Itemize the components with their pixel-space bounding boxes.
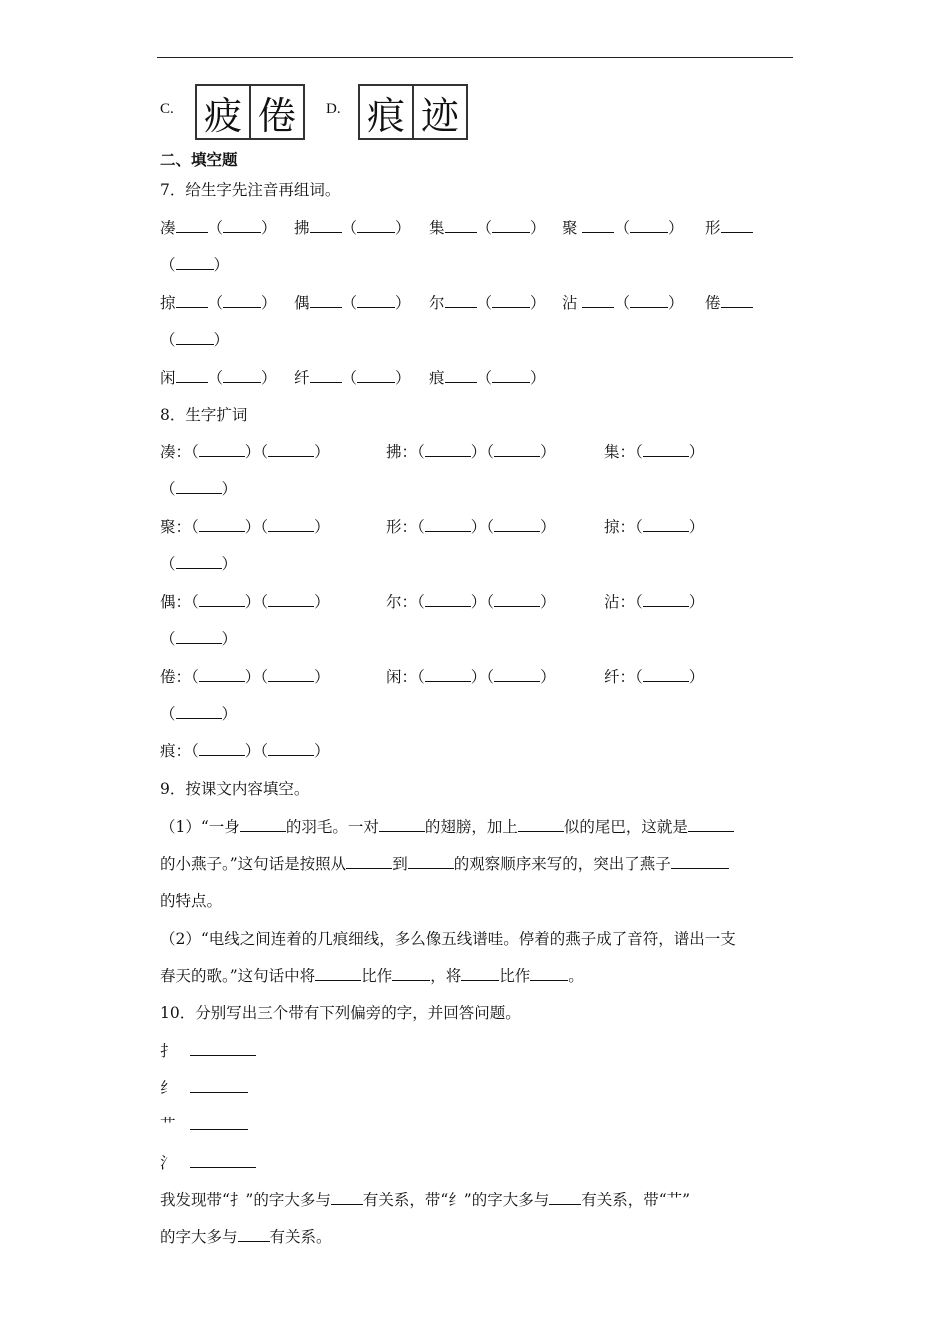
- q8-title: 8．生字扩词: [160, 406, 248, 424]
- q9-part2-line2: 春天的歌。”这句话中将 比作 ，将 比作 。: [160, 967, 584, 985]
- q8-item: 凑：（ ）（ ）: [160, 443, 330, 461]
- q7-item: 凑 （ ）: [160, 219, 277, 237]
- option-d-image: [358, 84, 468, 140]
- q10-title: 10．分别写出三个带有下列偏旁的字，并回答问题。: [160, 1004, 521, 1022]
- q8-item: 痕：（ ）（ ）: [160, 742, 330, 760]
- q7-item: 纤 （ ）: [294, 369, 411, 387]
- q10-radical-row: [160, 1153, 256, 1173]
- q8-item: 聚：（ ）（ ）: [160, 518, 330, 536]
- q7-item: 拂 （ ）: [294, 219, 411, 237]
- q7-item: 掠 （ ）: [160, 294, 277, 312]
- option-d-char-2: 迹: [412, 86, 466, 138]
- q8-item-cont: （ ）: [160, 480, 238, 498]
- q7-item: 形: [705, 218, 753, 238]
- q8-item-cont: （ ）: [160, 555, 238, 573]
- q8-item: 拂：（ ）（ ）: [386, 443, 556, 461]
- q8-item-cont: （ ）: [160, 630, 238, 648]
- q7-title: 7．给生字先注音再组词。: [160, 181, 341, 199]
- option-d-char-1: 痕: [366, 93, 405, 138]
- q8-item-cont: （ ）: [160, 705, 238, 723]
- q8-item: 尔：（ ）（ ）: [386, 593, 556, 611]
- q7-item: 痕 （ ）: [429, 369, 546, 387]
- q10-sentence-line1: 我发现带“扌”的字大多与 有关系，带“纟”的字大多与 有关系，带“艹”: [160, 1191, 691, 1209]
- q7-item-cont: （ ）: [160, 331, 230, 349]
- option-c-image: [195, 84, 305, 140]
- q8-item: 偶：（ ）（ ）: [160, 593, 330, 611]
- q10-sentence-line2: 的字大多与 有关系。: [160, 1228, 332, 1246]
- q8-item: 纤：（ ）: [604, 668, 705, 686]
- q8-item: 倦：（ ）（ ）: [160, 668, 330, 686]
- q10-radical-row: [160, 1078, 248, 1098]
- q7-item: 倦: [705, 293, 753, 313]
- option-c-char-1: 疲: [203, 93, 242, 138]
- q7-item: 尔 （ ）: [429, 294, 546, 312]
- q9-part1-line2: 的小燕子。”这句话是按照从 到 的观察顺序来写的，突出了燕子: [160, 854, 729, 874]
- q7-item-cont: （ ）: [160, 256, 230, 274]
- q8-item: 沾：（ ）: [604, 593, 705, 611]
- option-d-label: D.: [326, 101, 341, 117]
- q9-part2-line1: （2）“电线之间连着的几痕细线，多么像五线谱哇。停着的燕子成了音符，谱出一支: [160, 930, 736, 948]
- q7-item: 沾 （ ）: [562, 294, 684, 312]
- option-c-label: C.: [160, 101, 174, 117]
- option-c-char-2: 倦: [249, 86, 303, 138]
- q8-item: 形：（ ）（ ）: [386, 518, 556, 536]
- radical-hand: 扌: [160, 1042, 176, 1060]
- q8-item: 集：（ ）: [604, 443, 705, 461]
- q8-item: 掠：（ ）: [604, 518, 705, 536]
- section-title: 二、填空题: [160, 150, 238, 169]
- q7-item: 偶 （ ）: [294, 294, 411, 312]
- radical-silk: 纟: [160, 1079, 176, 1097]
- radical-grass: 艹: [160, 1116, 176, 1134]
- q9-part1-line3: 的特点。: [160, 892, 223, 910]
- header-rule: [157, 57, 793, 58]
- q9-part1-line1: （1）“一身 的羽毛。一对 的翅膀，加上 似的尾巴，这就是: [160, 817, 734, 837]
- q10-radical-row: [160, 1041, 256, 1061]
- q7-item: 集 （ ）: [429, 219, 546, 237]
- radical-water: 氵: [160, 1154, 176, 1172]
- q10-radical-row: [160, 1115, 248, 1135]
- q7-item: 聚 （ ）: [562, 219, 684, 237]
- q9-title: 9．按课文内容填空。: [160, 780, 310, 798]
- q7-item: 闲 （ ）: [160, 369, 277, 387]
- q8-item: 闲：（ ）（ ）: [386, 668, 556, 686]
